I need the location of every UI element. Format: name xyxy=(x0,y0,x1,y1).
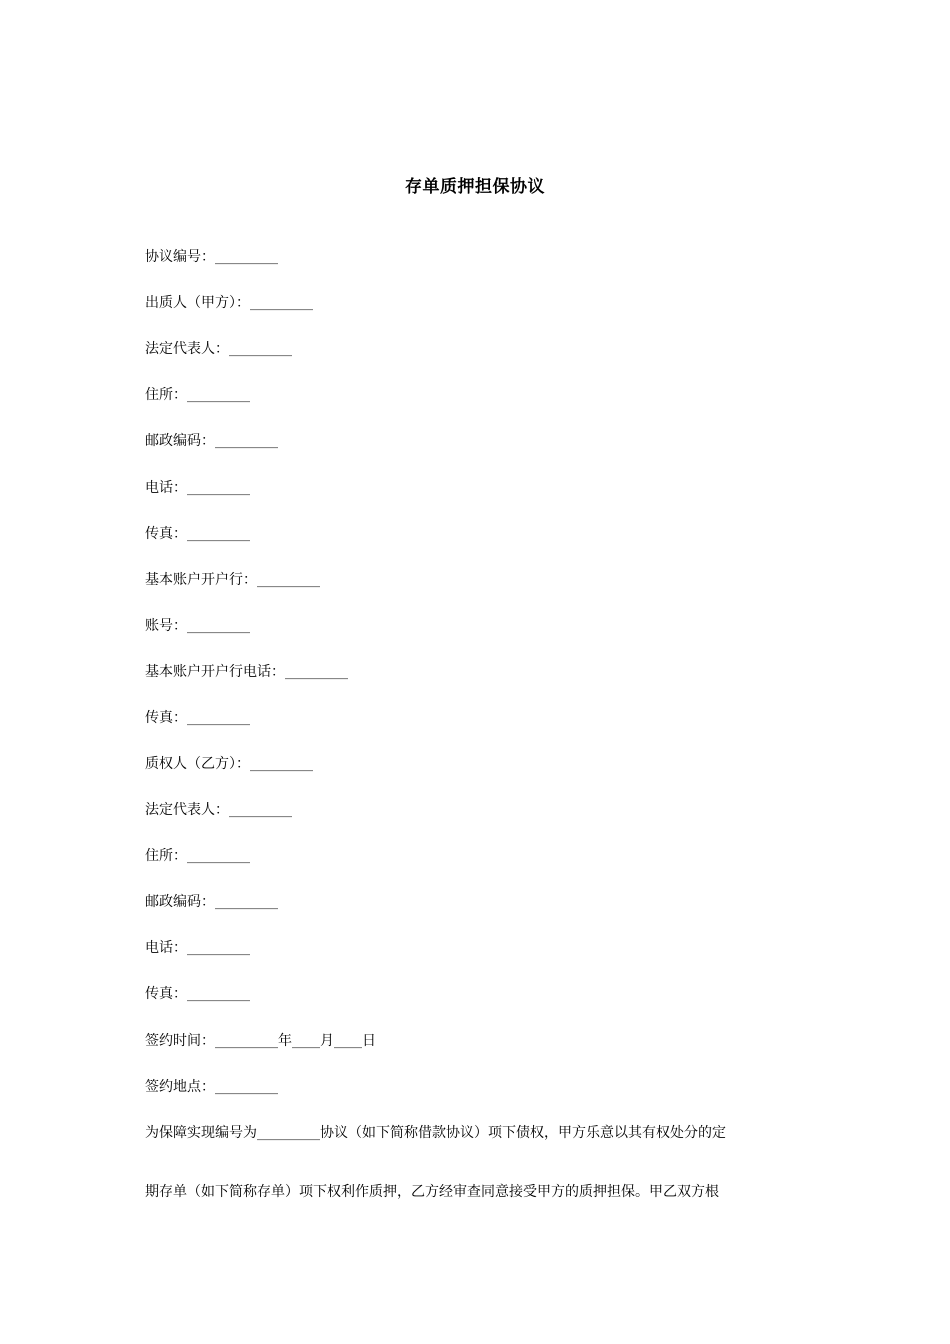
field-agreement-number: 协议编号：_________ xyxy=(145,249,278,265)
field-basic-account-bank-phone: 基本账户开户行电话：_________ xyxy=(145,664,348,680)
field-basic-account-bank: 基本账户开户行：_________ xyxy=(145,572,320,588)
field-pledgor-phone: 电话：_________ xyxy=(145,480,250,496)
field-pledgor: 出质人（甲方）：_________ xyxy=(145,295,313,311)
field-account-number: 账号：_________ xyxy=(145,618,250,634)
field-pledgee-postcode: 邮政编码：_________ xyxy=(145,894,278,910)
field-pledgee-address: 住所：_________ xyxy=(145,848,250,864)
field-pledgor-legal-rep: 法定代表人：_________ xyxy=(145,341,292,357)
field-pledgee-fax: 传真：_________ xyxy=(145,986,250,1002)
field-signing-date: 签约时间：_________年____月____日 xyxy=(145,1033,376,1049)
field-pledgee-legal-rep: 法定代表人：_________ xyxy=(145,802,292,818)
paragraph-line-2: 期存单（如下简称存单）项下权利作质押，乙方经审查同意接受甲方的质押担保。甲乙双方根 xyxy=(145,1184,719,1200)
field-pledgee: 质权人（乙方）：_________ xyxy=(145,756,313,772)
paragraph-line-1: 为保障实现编号为_________协议（如下简称借款协议）项下债权，甲方乐意以其有权处分的定 xyxy=(145,1125,726,1141)
field-signing-place: 签约地点：_________ xyxy=(145,1079,278,1095)
field-pledgor-address: 住所：_________ xyxy=(145,387,250,403)
document-title: 存单质押担保协议 xyxy=(405,177,545,197)
field-pledgee-phone: 电话：_________ xyxy=(145,940,250,956)
field-bank-fax: 传真：_________ xyxy=(145,710,250,726)
field-pledgor-fax: 传真：_________ xyxy=(145,526,250,542)
field-pledgor-postcode: 邮政编码：_________ xyxy=(145,433,278,449)
